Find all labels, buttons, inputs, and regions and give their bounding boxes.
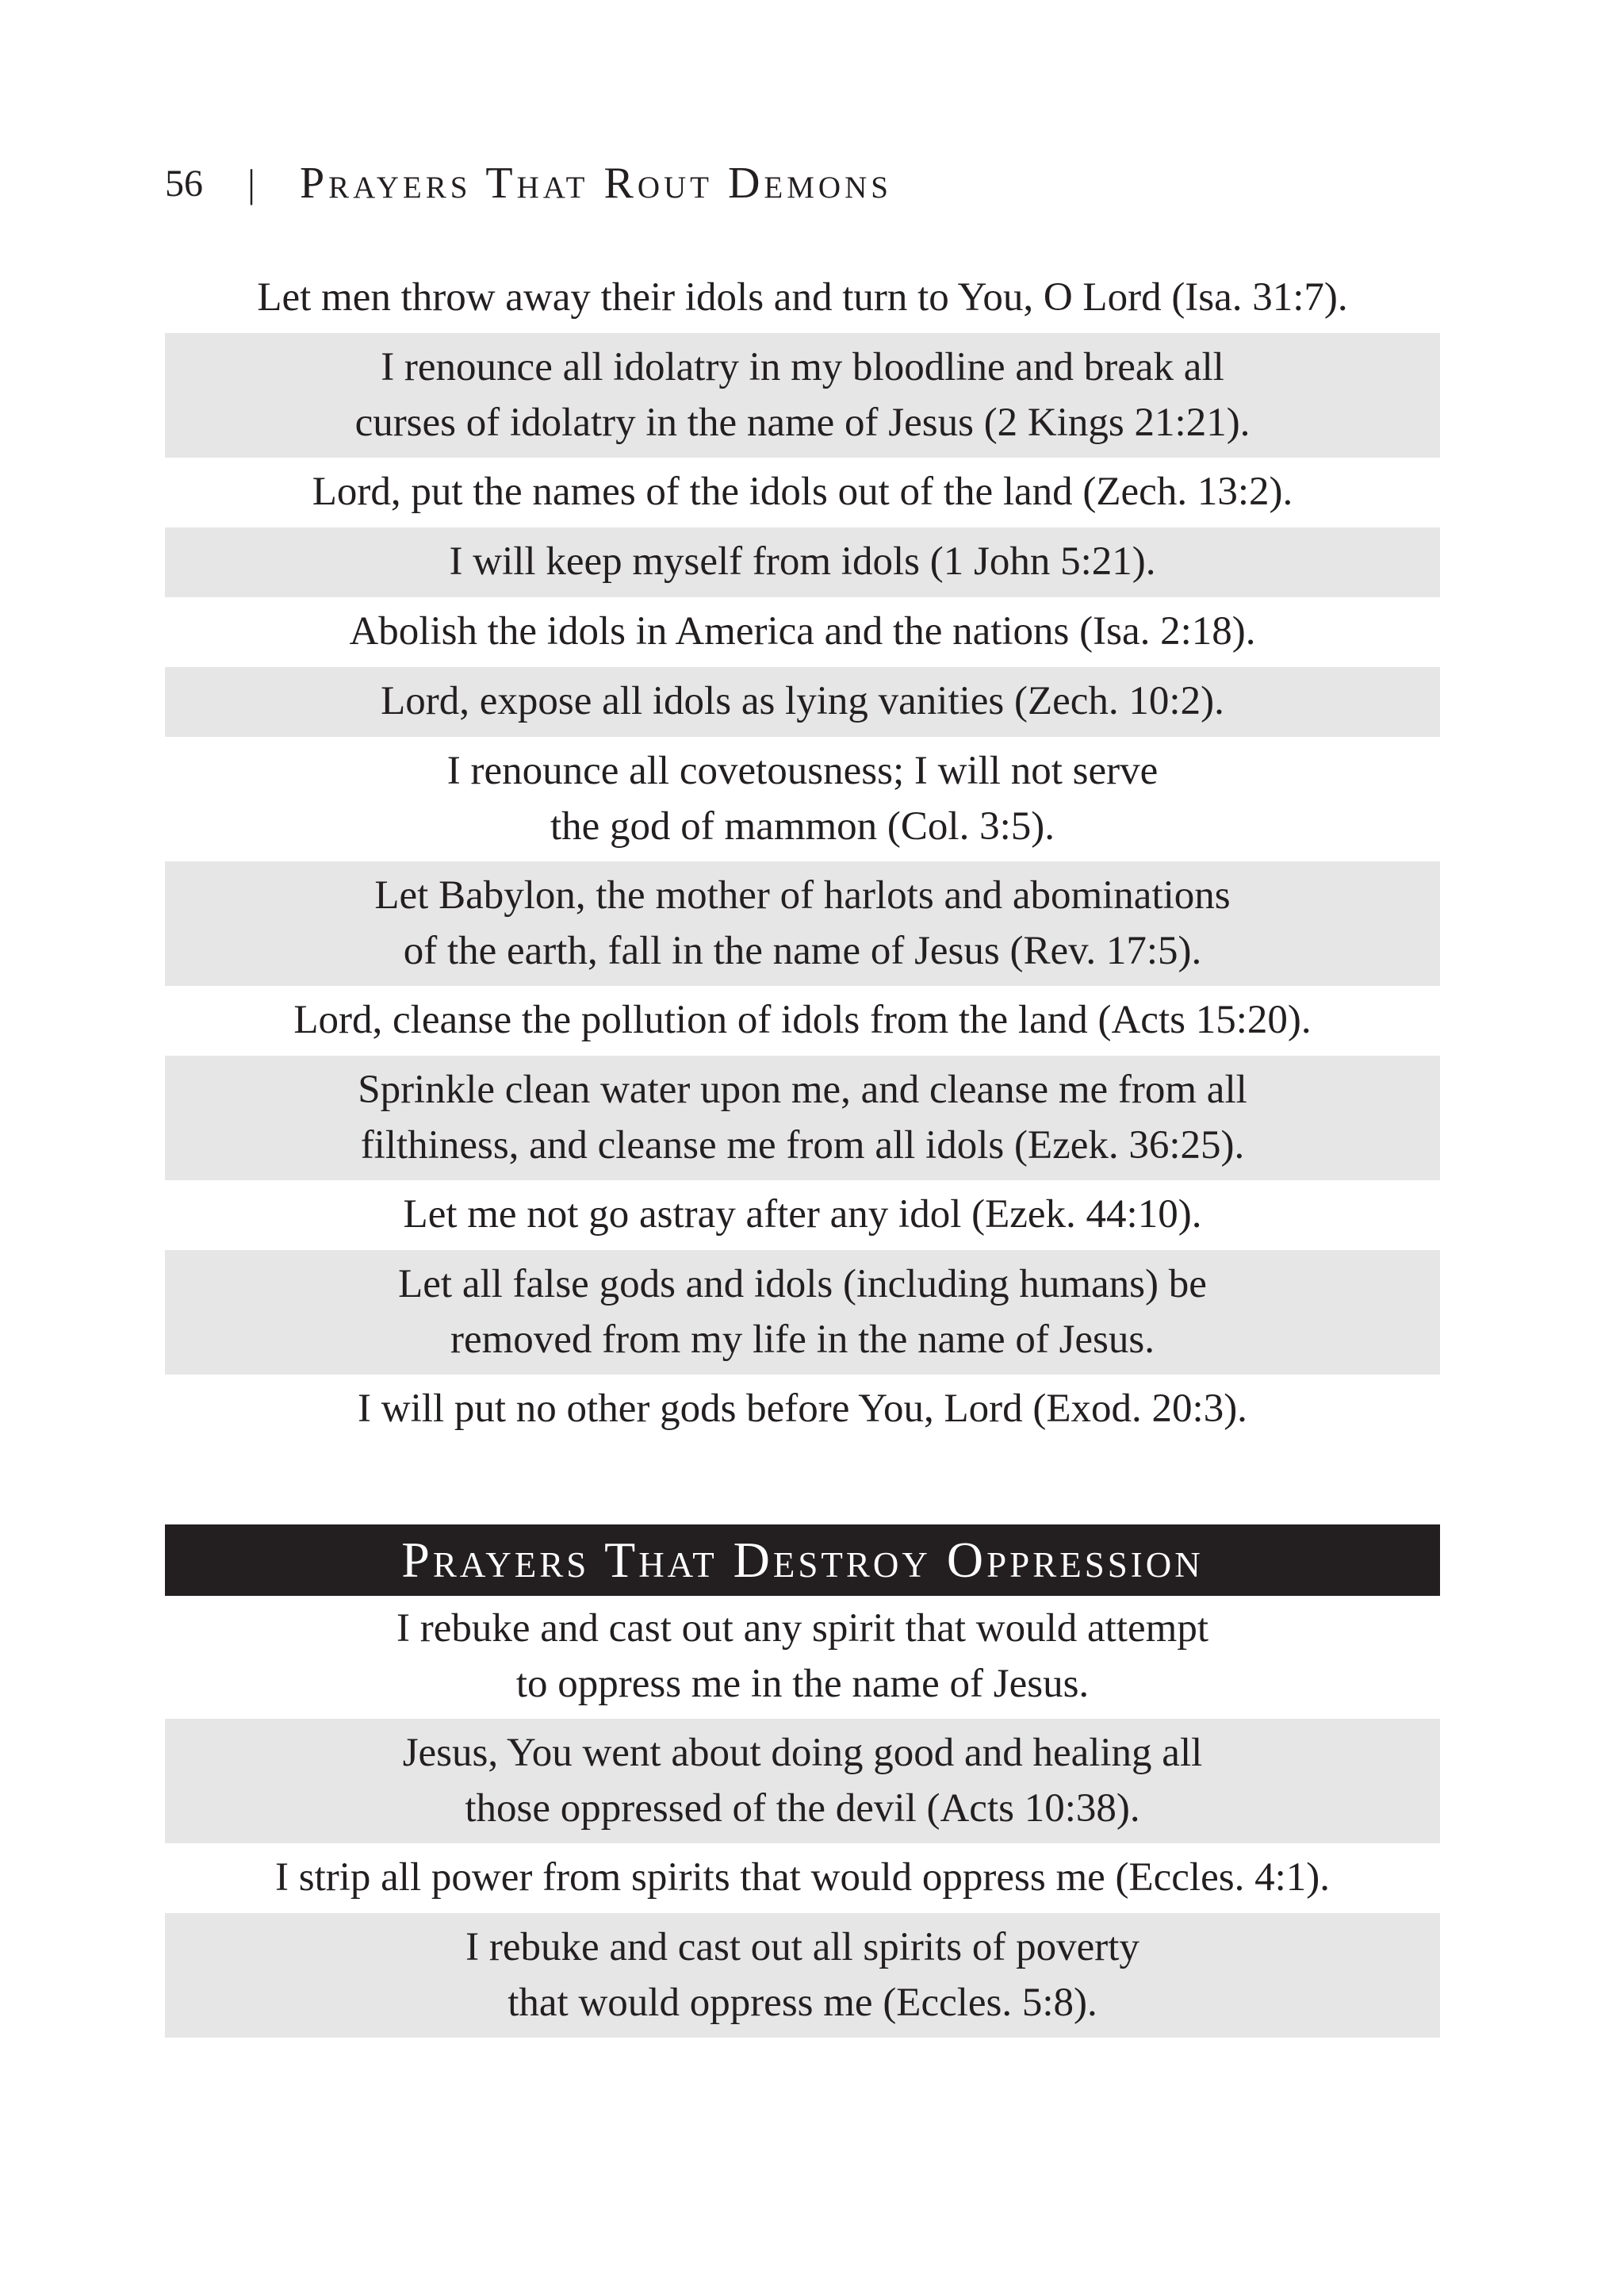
section-heading: Prayers That Destroy Oppression: [165, 1524, 1440, 1596]
prayer-item: I rebuke and cast out all spirits of poverty that would oppress me (Eccles. 5:8).: [165, 1913, 1440, 2038]
oppression-prayer-list: [165, 1594, 1440, 2038]
book-title: Prayers That Rout Demons: [300, 159, 892, 208]
prayer-item: I rebuke and cast out any spirit that would attempt to oppress me in the name of Jesus.: [396, 1606, 1208, 1706]
prayer-item: I will put no other gods before You, Lord (Exod. 20:3).: [358, 1386, 1247, 1431]
prayer-item: I renounce all covetousness; I will not serve the god of mammon (Col. 3:5).: [446, 749, 1159, 849]
prayer-item: Sprinkle clean water upon me, and cleanse me from all filthiness, and cleanse me from all idols (Ezek. 36:25).: [165, 1056, 1440, 1180]
prayer-item: Let all false gods and idols (including humans) be removed from my life in the name of Jesus.: [165, 1250, 1440, 1375]
header-separator: |: [247, 161, 256, 205]
prayer-item: Let Babylon, the mother of harlots and abominations of the earth, fall in the name of Jesus (Rev. 17:5).: [165, 861, 1440, 986]
prayer-item: Abolish the idols in America and the nations (Isa. 2:18).: [349, 609, 1256, 654]
prayer-item: I will keep myself from idols (1 John 5:21).: [165, 527, 1440, 597]
prayer-item: Let men throw away their idols and turn to You, O Lord (Isa. 31:7).: [257, 275, 1348, 320]
page-number: 56: [165, 162, 203, 205]
idolatry-prayer-list: [165, 263, 1440, 1444]
prayer-item: I strip all power from spirits that would oppress me (Eccles. 4:1).: [275, 1855, 1330, 1900]
prayer-item: Jesus, You went about doing good and healing all those oppressed of the devil (Acts 10:38).: [165, 1719, 1440, 1843]
prayer-item: Lord, cleanse the pollution of idols from the land (Acts 15:20).: [293, 998, 1312, 1042]
prayer-item: Lord, put the names of the idols out of the land (Zech. 13:2).: [312, 470, 1293, 514]
prayer-item: I renounce all idolatry in my bloodline and break all curses of idolatry in the name of Jesus (2 Kings 21:21).: [165, 333, 1440, 458]
prayer-item: Let me not go astray after any idol (Ezek. 44:10).: [403, 1192, 1202, 1237]
prayer-item: Lord, expose all idols as lying vanities (Zech. 10:2).: [165, 667, 1440, 737]
running-header: [165, 155, 892, 211]
